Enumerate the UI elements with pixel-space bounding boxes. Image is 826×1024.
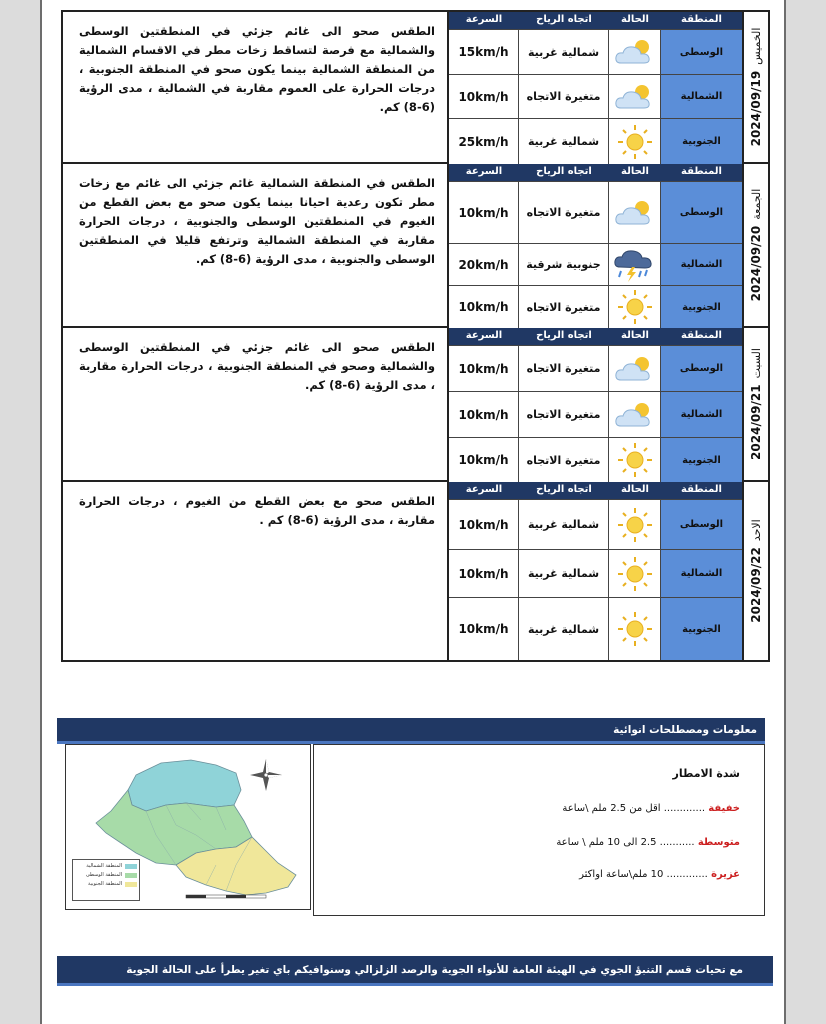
- region-name: الجنوبية: [661, 119, 742, 164]
- wind-speed: 10km/h: [449, 550, 519, 597]
- wind-direction: شمالية غربية: [519, 598, 609, 660]
- day-label: [742, 12, 768, 162]
- rain-intensity-heading: شدة الامطار: [672, 767, 740, 780]
- info-title: معلومات ومصطلحات انوائية: [613, 724, 757, 736]
- wind-direction: متغيرة الاتجاه: [519, 286, 609, 328]
- day-name: الاحد: [750, 519, 763, 542]
- region-table: [449, 482, 742, 660]
- header-region: المنطقة: [681, 14, 722, 25]
- condition-cell: [609, 438, 661, 482]
- partly-cloudy-icon: [612, 36, 658, 68]
- wind-speed: 25km/h: [449, 119, 519, 164]
- sun-icon: [615, 124, 655, 160]
- table-row: [449, 118, 742, 164]
- compass-icon: [250, 759, 282, 791]
- term-moderate-key: متوسطة: [697, 837, 740, 848]
- term-heavy: [579, 869, 740, 880]
- header-wind-dir: اتجاه الرياح: [536, 330, 592, 341]
- info-header-bar: [57, 718, 765, 744]
- wind-speed: 10km/h: [449, 500, 519, 549]
- header-condition: الحالة: [621, 484, 649, 495]
- wind-speed: 10km/h: [449, 75, 519, 118]
- condition-cell: [609, 346, 661, 391]
- wind-direction: متغيرة الاتجاه: [519, 392, 609, 437]
- partly-cloudy-icon: [612, 399, 658, 431]
- term-light-value: ............. اقل من 2.5 ملم \ساعة: [562, 803, 706, 814]
- wind-direction: متغيرة الاتجاه: [519, 75, 609, 118]
- condition-cell: [609, 500, 661, 549]
- header-condition: الحالة: [621, 14, 649, 25]
- term-light-key: خفيفة: [708, 803, 740, 814]
- sun-icon: [615, 289, 655, 325]
- table-row: [449, 285, 742, 328]
- day-name: السبت: [750, 348, 763, 379]
- wind-speed: 20km/h: [449, 244, 519, 285]
- table-row: [449, 549, 742, 597]
- wind-direction: متغيرة الاتجاه: [519, 346, 609, 391]
- sun-icon: [615, 507, 655, 543]
- region-name: الجنوبية: [661, 286, 742, 328]
- header-wind-dir: اتجاه الرياح: [536, 166, 592, 177]
- partly-cloudy-icon: [612, 81, 658, 113]
- day-date: 2024/09/19: [749, 70, 763, 147]
- region-table: [449, 164, 742, 326]
- condition-cell: [609, 286, 661, 328]
- condition-cell: [609, 392, 661, 437]
- legend-center: المنطقة الوسطى: [85, 872, 122, 878]
- header-speed: السرعة: [465, 14, 503, 25]
- table-header: [449, 164, 742, 181]
- region-name: الوسطى: [661, 346, 742, 391]
- table-header: [449, 12, 742, 29]
- partly-cloudy-icon: [612, 353, 658, 385]
- wind-speed: 10km/h: [449, 392, 519, 437]
- day-label: [742, 164, 768, 326]
- wind-direction: متغيرة الاتجاه: [519, 182, 609, 243]
- region-table: [449, 328, 742, 480]
- condition-cell: [609, 30, 661, 74]
- term-light: [562, 803, 740, 814]
- day-description: الطقس صحو مع بعض القطع من الغيوم ، درجات الحرارة مقاربة ، مدى الرؤية (6-8) كم .: [63, 482, 449, 660]
- day-label: [742, 482, 768, 660]
- header-wind-dir: اتجاه الرياح: [536, 484, 592, 495]
- day-block: [63, 328, 768, 482]
- table-row: [449, 181, 742, 243]
- day-block: [63, 164, 768, 328]
- table-row: [449, 29, 742, 74]
- day-description: الطقس صحو الى غائم جزئي في المنطقتين الوسطى والشمالية وصحو في المنطقة الجنوبية ، درجات الحرارة مقاربة ، مدى الرؤية (6-8) كم.: [63, 328, 449, 480]
- header-condition: الحالة: [621, 166, 649, 177]
- wind-direction: شمالية غربية: [519, 119, 609, 164]
- wind-direction: شمالية غربية: [519, 550, 609, 597]
- legend-south: المنطقة الجنوبية: [87, 881, 122, 887]
- table-row: [449, 243, 742, 285]
- table-header: [449, 328, 742, 345]
- condition-cell: [609, 598, 661, 660]
- table-row: [449, 499, 742, 549]
- regions-map: [65, 744, 311, 910]
- thunder-rain-icon: [612, 247, 658, 283]
- region-name: الشمالية: [661, 244, 742, 285]
- table-row: [449, 391, 742, 437]
- region-name: الجنوبية: [661, 438, 742, 482]
- condition-cell: [609, 119, 661, 164]
- condition-cell: [609, 75, 661, 118]
- footer-banner: [57, 956, 773, 986]
- region-name: الشمالية: [661, 75, 742, 118]
- rain-terms-box: [313, 744, 765, 916]
- term-heavy-value: ............. 10 ملم\ساعة اواكثر: [579, 869, 708, 880]
- partly-cloudy-icon: [612, 197, 658, 229]
- forecast-table: [61, 10, 770, 662]
- footer-text: مع تحيات قسم التنبؤ الجوي في الهيئة العامة للأنواء الجوية والرصد الزلزالي وسنوافيكم باي تغير يطرأ على الحالة الجوية: [126, 964, 743, 976]
- region-name: الشمالية: [661, 392, 742, 437]
- wind-direction: متغيرة الاتجاه: [519, 438, 609, 482]
- region-name: الشمالية: [661, 550, 742, 597]
- header-region: المنطقة: [681, 330, 722, 341]
- header-speed: السرعة: [465, 166, 503, 177]
- term-moderate: [556, 837, 740, 848]
- table-row: [449, 597, 742, 660]
- header-wind-dir: اتجاه الرياح: [536, 14, 592, 25]
- wind-speed: 15km/h: [449, 30, 519, 74]
- day-name: الجمعة: [750, 188, 763, 220]
- condition-cell: [609, 182, 661, 243]
- header-speed: السرعة: [465, 484, 503, 495]
- region-name: الوسطى: [661, 30, 742, 74]
- day-date: 2024/09/22: [749, 547, 763, 623]
- wind-speed: 10km/h: [449, 182, 519, 243]
- region-name: الوسطى: [661, 500, 742, 549]
- day-date: 2024/09/21: [749, 384, 763, 460]
- table-header: [449, 482, 742, 499]
- region-name: الوسطى: [661, 182, 742, 243]
- day-label: [742, 328, 768, 480]
- region-table: [449, 12, 742, 162]
- term-heavy-key: غزيرة: [711, 869, 740, 880]
- wind-direction: جنوبية شرقية: [519, 244, 609, 285]
- sun-icon: [615, 442, 655, 478]
- table-row: [449, 74, 742, 118]
- header-region: المنطقة: [681, 166, 722, 177]
- table-row: [449, 437, 742, 482]
- table-row: [449, 345, 742, 391]
- wind-direction: شمالية غربية: [519, 30, 609, 74]
- sun-icon: [615, 556, 655, 592]
- header-region: المنطقة: [681, 484, 722, 495]
- condition-cell: [609, 244, 661, 285]
- header-condition: الحالة: [621, 330, 649, 341]
- day-description: الطقس صحو الى غائم جزئي في المنطقتين الوسطى والشمالية مع فرصة لتساقط زخات مطر في الاقسام الشمالية من المنطقة الشمالية بينما يكون صحو في المنطقة الجنوبية ، درجات الحرارة على العموم مقاربة في الشمالية ، مدى الرؤية (6-8) كم.: [63, 12, 449, 162]
- region-name: الجنوبية: [661, 598, 742, 660]
- wind-speed: 10km/h: [449, 286, 519, 328]
- day-name: الخميس: [750, 27, 763, 65]
- day-date: 2024/09/20: [749, 225, 763, 302]
- day-description: الطقس في المنطقة الشمالية غائم جزئي الى غائم مع زخات مطر تكون رعدية احيانا بينما يكون صحو مع بعض القطع من الغيوم في المنطقتين الوسطى والجنوبية ، درجات الحرارة مقاربة في المنطقة الشمالية وترتفع قليلا في المنطقتين الوسطى والجنوبية ، مدى الرؤية (6-8) كم.: [63, 164, 449, 326]
- map-legend: [72, 859, 140, 901]
- wind-speed: 10km/h: [449, 438, 519, 482]
- legend-north: المنطقة الشمالية: [86, 863, 122, 869]
- day-block: [63, 12, 768, 164]
- wind-direction: شمالية غربية: [519, 500, 609, 549]
- header-speed: السرعة: [465, 330, 503, 341]
- condition-cell: [609, 550, 661, 597]
- term-moderate-value: ........... 2.5 الى 10 ملم \ ساعة: [556, 837, 695, 848]
- info-section: [57, 718, 765, 916]
- sun-icon: [615, 611, 655, 647]
- wind-speed: 10km/h: [449, 598, 519, 660]
- wind-speed: 10km/h: [449, 346, 519, 391]
- day-block: [63, 482, 768, 660]
